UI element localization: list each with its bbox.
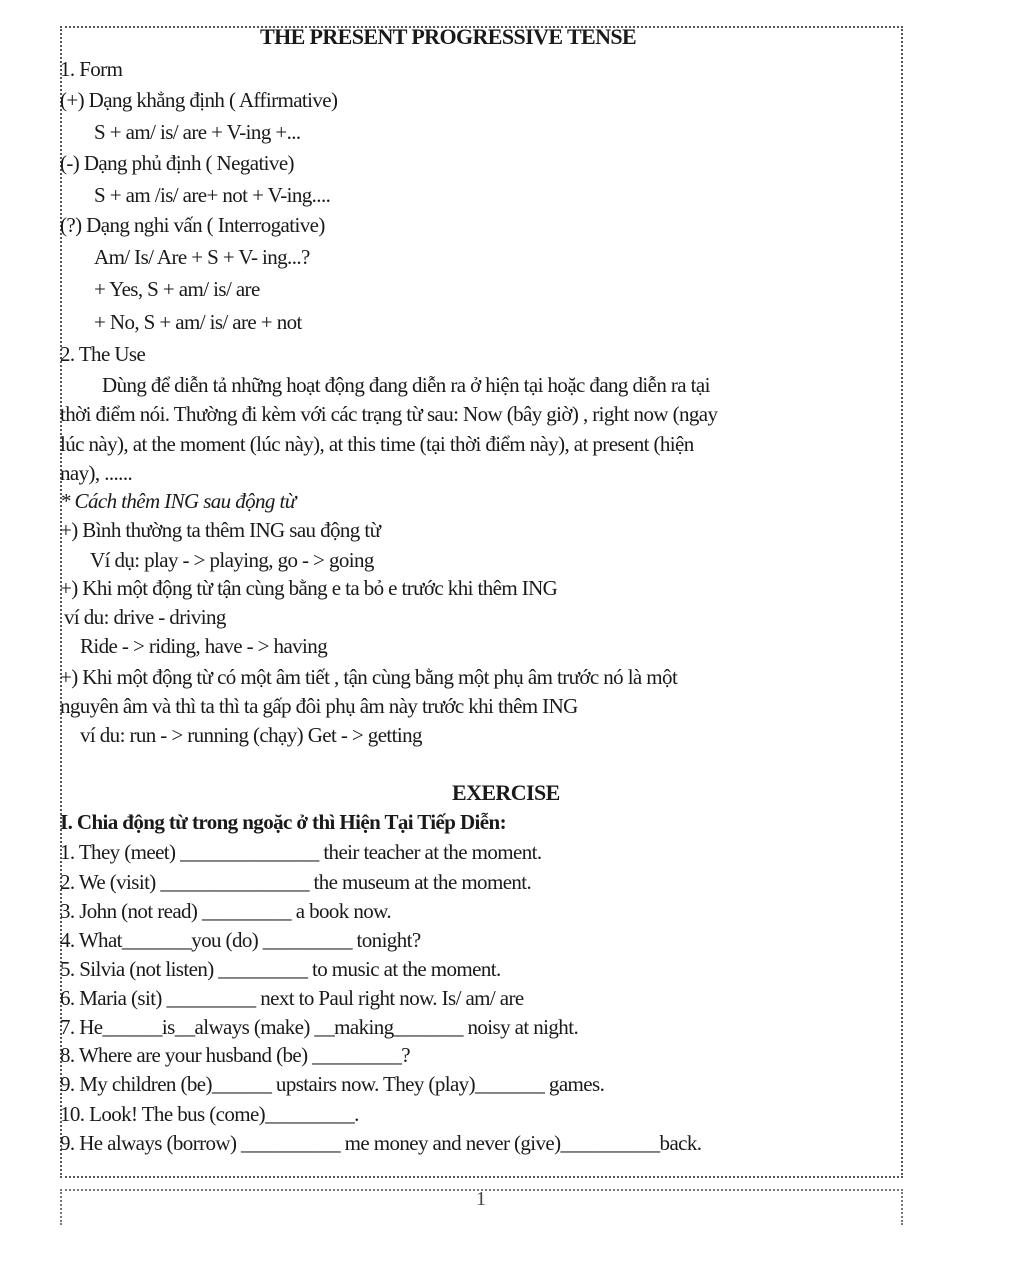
use-heading: 2. The Use: [60, 342, 146, 366]
exercise-item: 10. Look! The bus (come)_________.: [60, 1102, 359, 1126]
exercise-title: EXERCISE: [452, 780, 560, 805]
exercise-item: 9. My children (be)______ upstairs now. They (play)_______ games.: [60, 1072, 605, 1096]
negative-formula: S + am /is/ are+ not + V-ing....: [94, 183, 331, 207]
exercise-item: 3. John (not read) _________ a book now.: [60, 899, 392, 923]
exercise-item: 7. He______is__always (make) __making_______ noisy at night.: [60, 1015, 579, 1039]
affirmative-formula: S + am/ is/ are + V-ing +...: [94, 120, 301, 144]
yes-answer: + Yes, S + am/ is/ are: [94, 277, 260, 301]
rule-1-example: Ví dụ: play - > playing, go - > going: [90, 548, 374, 572]
rule-3-line-1: +) Khi một động từ có một âm tiết , tận cùng bằng một phụ âm trước nó là một: [60, 665, 678, 689]
page-title: THE PRESENT PROGRESSIVE TENSE: [260, 24, 637, 49]
rule-1: +) Bình thường ta thêm ING sau động từ: [60, 518, 381, 542]
rule-3-line-2: nguyên âm và thì ta thì ta gấp đôi phụ âm này trước khi thêm ING: [60, 694, 578, 718]
negative-label: (-) Dạng phủ định ( Negative): [60, 151, 294, 175]
exercise-item: 2. We (visit) _______________ the museum at the moment.: [60, 870, 532, 894]
affirmative-label: (+) Dạng khẳng định ( Affirmative): [60, 88, 338, 112]
exercise-item: 4. What_______you (do) _________ tonight?: [60, 928, 421, 952]
rule-2-example: ví du: drive - driving: [64, 605, 226, 629]
no-answer: + No, S + am/ is/ are + not: [94, 310, 302, 334]
use-text-line-2: thời điểm nói. Thường đi kèm với các trạng từ sau: Now (bây giờ) , right now (ngay: [60, 402, 718, 426]
exercise-instruction: I. Chia động từ trong ngoặc ở thì Hiện Tại Tiếp Diễn:: [60, 810, 506, 834]
interrogative-formula: Am/ Is/ Are + S + V- ing...?: [94, 245, 310, 269]
page-number: 1: [476, 1188, 486, 1210]
exercise-item: 8. Where are your husband (be) _________?: [60, 1043, 410, 1067]
ing-heading: * Cách thêm ING sau động từ: [60, 489, 296, 513]
exercise-item: 9. He always (borrow) __________ me money and never (give)__________back.: [60, 1131, 702, 1155]
exercise-item: 1. They (meet) ______________ their teacher at the moment.: [60, 840, 542, 864]
use-text-line-4: nay), ......: [60, 461, 133, 485]
exercise-item: 6. Maria (sit) _________ next to Paul right now. Is/ am/ are: [60, 986, 524, 1010]
use-text-line-1: Dùng để diễn tả những hoạt động đang diễn ra ở hiện tại hoặc đang diễn ra tại: [102, 373, 710, 397]
rule-2: +) Khi một động từ tận cùng bằng e ta bỏ e trước khi thêm ING: [60, 576, 558, 600]
exercise-item: 5. Silvia (not listen) _________ to music at the moment.: [60, 957, 501, 981]
rule-2-example-2: Ride - > riding, have - > having: [80, 634, 328, 658]
form-heading: 1. Form: [60, 57, 123, 81]
use-text-line-3: lúc này), at the moment (lúc này), at this time (tại thời điểm này), at present (hiện: [60, 432, 694, 456]
rule-3-example: ví du: run - > running (chạy) Get - > getting: [80, 723, 422, 747]
interrogative-label: (?) Dạng nghi vấn ( Interrogative): [60, 213, 325, 237]
